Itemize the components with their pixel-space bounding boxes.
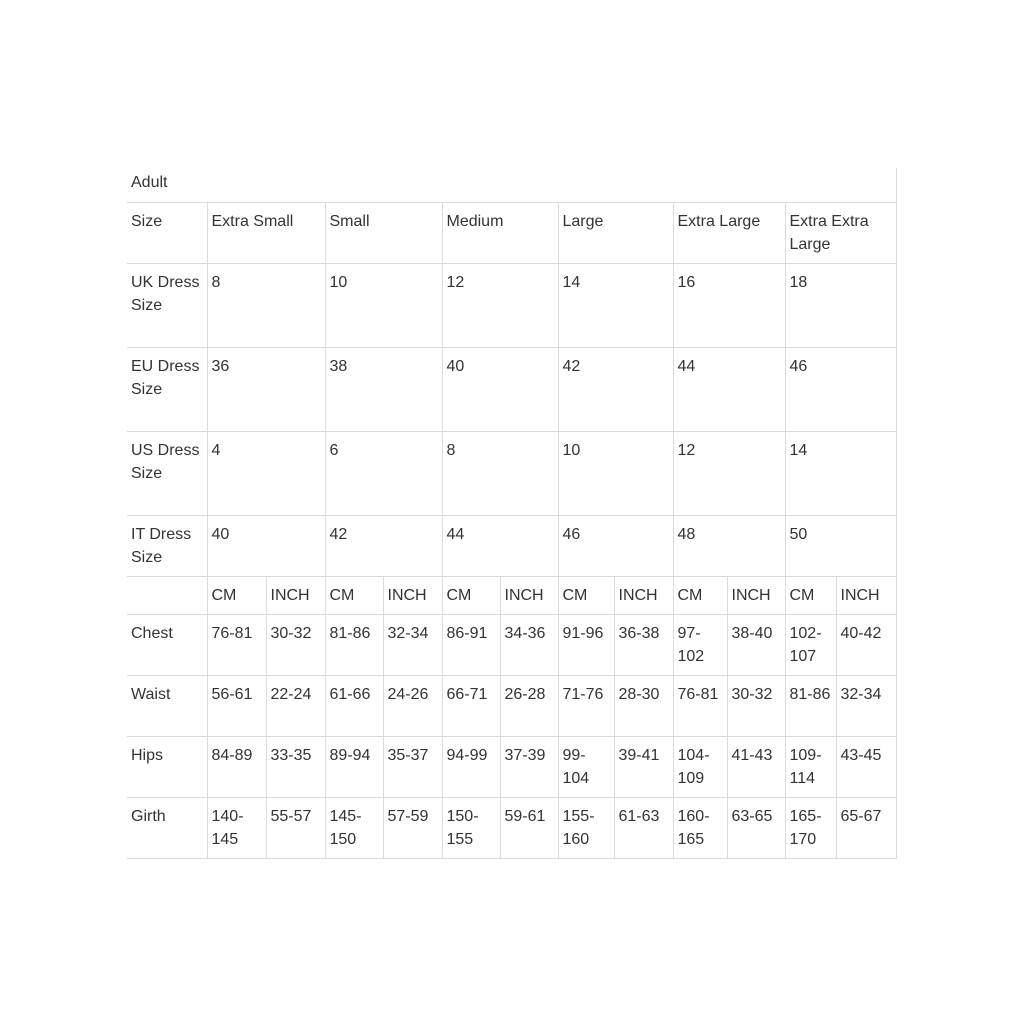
size-chart-table bbox=[127, 168, 897, 859]
unit-label: INCH bbox=[727, 577, 785, 615]
table-cell: 8 bbox=[442, 432, 558, 516]
table-cell: 50 bbox=[785, 516, 896, 577]
table-cell: 40-42 bbox=[836, 615, 896, 676]
unit-label: CM bbox=[785, 577, 836, 615]
table-row bbox=[127, 516, 896, 577]
table-cell: 84-89 bbox=[207, 737, 266, 798]
table-cell: 10 bbox=[325, 264, 442, 348]
unit-label: INCH bbox=[383, 577, 442, 615]
table-cell: 56-61 bbox=[207, 676, 266, 737]
table-cell: 63-65 bbox=[727, 798, 785, 859]
unit-header-row bbox=[127, 577, 896, 615]
table-cell: 40 bbox=[442, 348, 558, 432]
unit-label: CM bbox=[325, 577, 383, 615]
table-cell: 48 bbox=[673, 516, 785, 577]
table-cell: 32-34 bbox=[836, 676, 896, 737]
size-name-cell: Extra Extra Large bbox=[785, 203, 896, 264]
table-cell: 86-91 bbox=[442, 615, 500, 676]
table-cell: 22-24 bbox=[266, 676, 325, 737]
table-row bbox=[127, 264, 896, 348]
table-cell: 81-86 bbox=[325, 615, 383, 676]
table-cell: 36 bbox=[207, 348, 325, 432]
table-cell: 28-30 bbox=[614, 676, 673, 737]
table-caption: Adult bbox=[127, 168, 896, 203]
table-cell: 61-63 bbox=[614, 798, 673, 859]
table-cell: 35-37 bbox=[383, 737, 442, 798]
table-cell: 76-81 bbox=[673, 676, 727, 737]
size-header-label: Size bbox=[127, 203, 207, 264]
table-cell: 61-66 bbox=[325, 676, 383, 737]
unit-label: INCH bbox=[614, 577, 673, 615]
table-cell: 39-41 bbox=[614, 737, 673, 798]
unit-label: CM bbox=[442, 577, 500, 615]
table-cell: 37-39 bbox=[500, 737, 558, 798]
table-cell: 57-59 bbox=[383, 798, 442, 859]
row-label: US Dress Size bbox=[127, 432, 207, 516]
table-cell: 43-45 bbox=[836, 737, 896, 798]
table-cell: 165-170 bbox=[785, 798, 836, 859]
table-cell: 44 bbox=[442, 516, 558, 577]
table-cell: 4 bbox=[207, 432, 325, 516]
row-label: EU Dress Size bbox=[127, 348, 207, 432]
unit-label: INCH bbox=[500, 577, 558, 615]
empty-cell bbox=[127, 577, 207, 615]
table-row bbox=[127, 615, 896, 676]
table-cell: 33-35 bbox=[266, 737, 325, 798]
table-cell: 99-104 bbox=[558, 737, 614, 798]
unit-label: INCH bbox=[266, 577, 325, 615]
table-cell: 46 bbox=[785, 348, 896, 432]
table-cell: 24-26 bbox=[383, 676, 442, 737]
table-cell: 8 bbox=[207, 264, 325, 348]
table-cell: 38-40 bbox=[727, 615, 785, 676]
size-name-cell: Medium bbox=[442, 203, 558, 264]
size-header-row bbox=[127, 203, 896, 264]
table-cell: 89-94 bbox=[325, 737, 383, 798]
table-cell: 44 bbox=[673, 348, 785, 432]
table-cell: 81-86 bbox=[785, 676, 836, 737]
table-cell: 34-36 bbox=[500, 615, 558, 676]
table-cell: 150-155 bbox=[442, 798, 500, 859]
table-cell: 66-71 bbox=[442, 676, 500, 737]
unit-label: INCH bbox=[836, 577, 896, 615]
table-cell: 65-67 bbox=[836, 798, 896, 859]
table-cell: 12 bbox=[442, 264, 558, 348]
table-cell: 102-107 bbox=[785, 615, 836, 676]
row-label: Waist bbox=[127, 676, 207, 737]
row-label: Girth bbox=[127, 798, 207, 859]
table-cell: 38 bbox=[325, 348, 442, 432]
row-label: Hips bbox=[127, 737, 207, 798]
table-cell: 104-109 bbox=[673, 737, 727, 798]
table-cell: 14 bbox=[558, 264, 673, 348]
table-cell: 160-165 bbox=[673, 798, 727, 859]
table-row bbox=[127, 432, 896, 516]
row-label: Chest bbox=[127, 615, 207, 676]
table-row bbox=[127, 348, 896, 432]
caption-row bbox=[127, 168, 896, 203]
table-cell: 16 bbox=[673, 264, 785, 348]
table-cell: 59-61 bbox=[500, 798, 558, 859]
row-label: IT Dress Size bbox=[127, 516, 207, 577]
table-cell: 42 bbox=[325, 516, 442, 577]
row-label: UK Dress Size bbox=[127, 264, 207, 348]
table-cell: 26-28 bbox=[500, 676, 558, 737]
unit-label: CM bbox=[673, 577, 727, 615]
table-cell: 46 bbox=[558, 516, 673, 577]
table-cell: 42 bbox=[558, 348, 673, 432]
table-cell: 140-145 bbox=[207, 798, 266, 859]
table-cell: 91-96 bbox=[558, 615, 614, 676]
table-cell: 155-160 bbox=[558, 798, 614, 859]
size-name-cell: Extra Small bbox=[207, 203, 325, 264]
table-cell: 40 bbox=[207, 516, 325, 577]
unit-label: CM bbox=[207, 577, 266, 615]
table-cell: 94-99 bbox=[442, 737, 500, 798]
size-name-cell: Extra Large bbox=[673, 203, 785, 264]
table-cell: 30-32 bbox=[727, 676, 785, 737]
table-row bbox=[127, 737, 896, 798]
table-cell: 71-76 bbox=[558, 676, 614, 737]
table-cell: 145-150 bbox=[325, 798, 383, 859]
table-cell: 30-32 bbox=[266, 615, 325, 676]
size-name-cell: Small bbox=[325, 203, 442, 264]
table-cell: 97-102 bbox=[673, 615, 727, 676]
table-cell: 32-34 bbox=[383, 615, 442, 676]
table-row bbox=[127, 798, 896, 859]
table-cell: 41-43 bbox=[727, 737, 785, 798]
table-cell: 18 bbox=[785, 264, 896, 348]
table-cell: 76-81 bbox=[207, 615, 266, 676]
table-cell: 14 bbox=[785, 432, 896, 516]
table-cell: 12 bbox=[673, 432, 785, 516]
table-cell: 10 bbox=[558, 432, 673, 516]
table-row bbox=[127, 676, 896, 737]
table-cell: 36-38 bbox=[614, 615, 673, 676]
table-cell: 109-114 bbox=[785, 737, 836, 798]
size-name-cell: Large bbox=[558, 203, 673, 264]
unit-label: CM bbox=[558, 577, 614, 615]
table-cell: 6 bbox=[325, 432, 442, 516]
table-cell: 55-57 bbox=[266, 798, 325, 859]
